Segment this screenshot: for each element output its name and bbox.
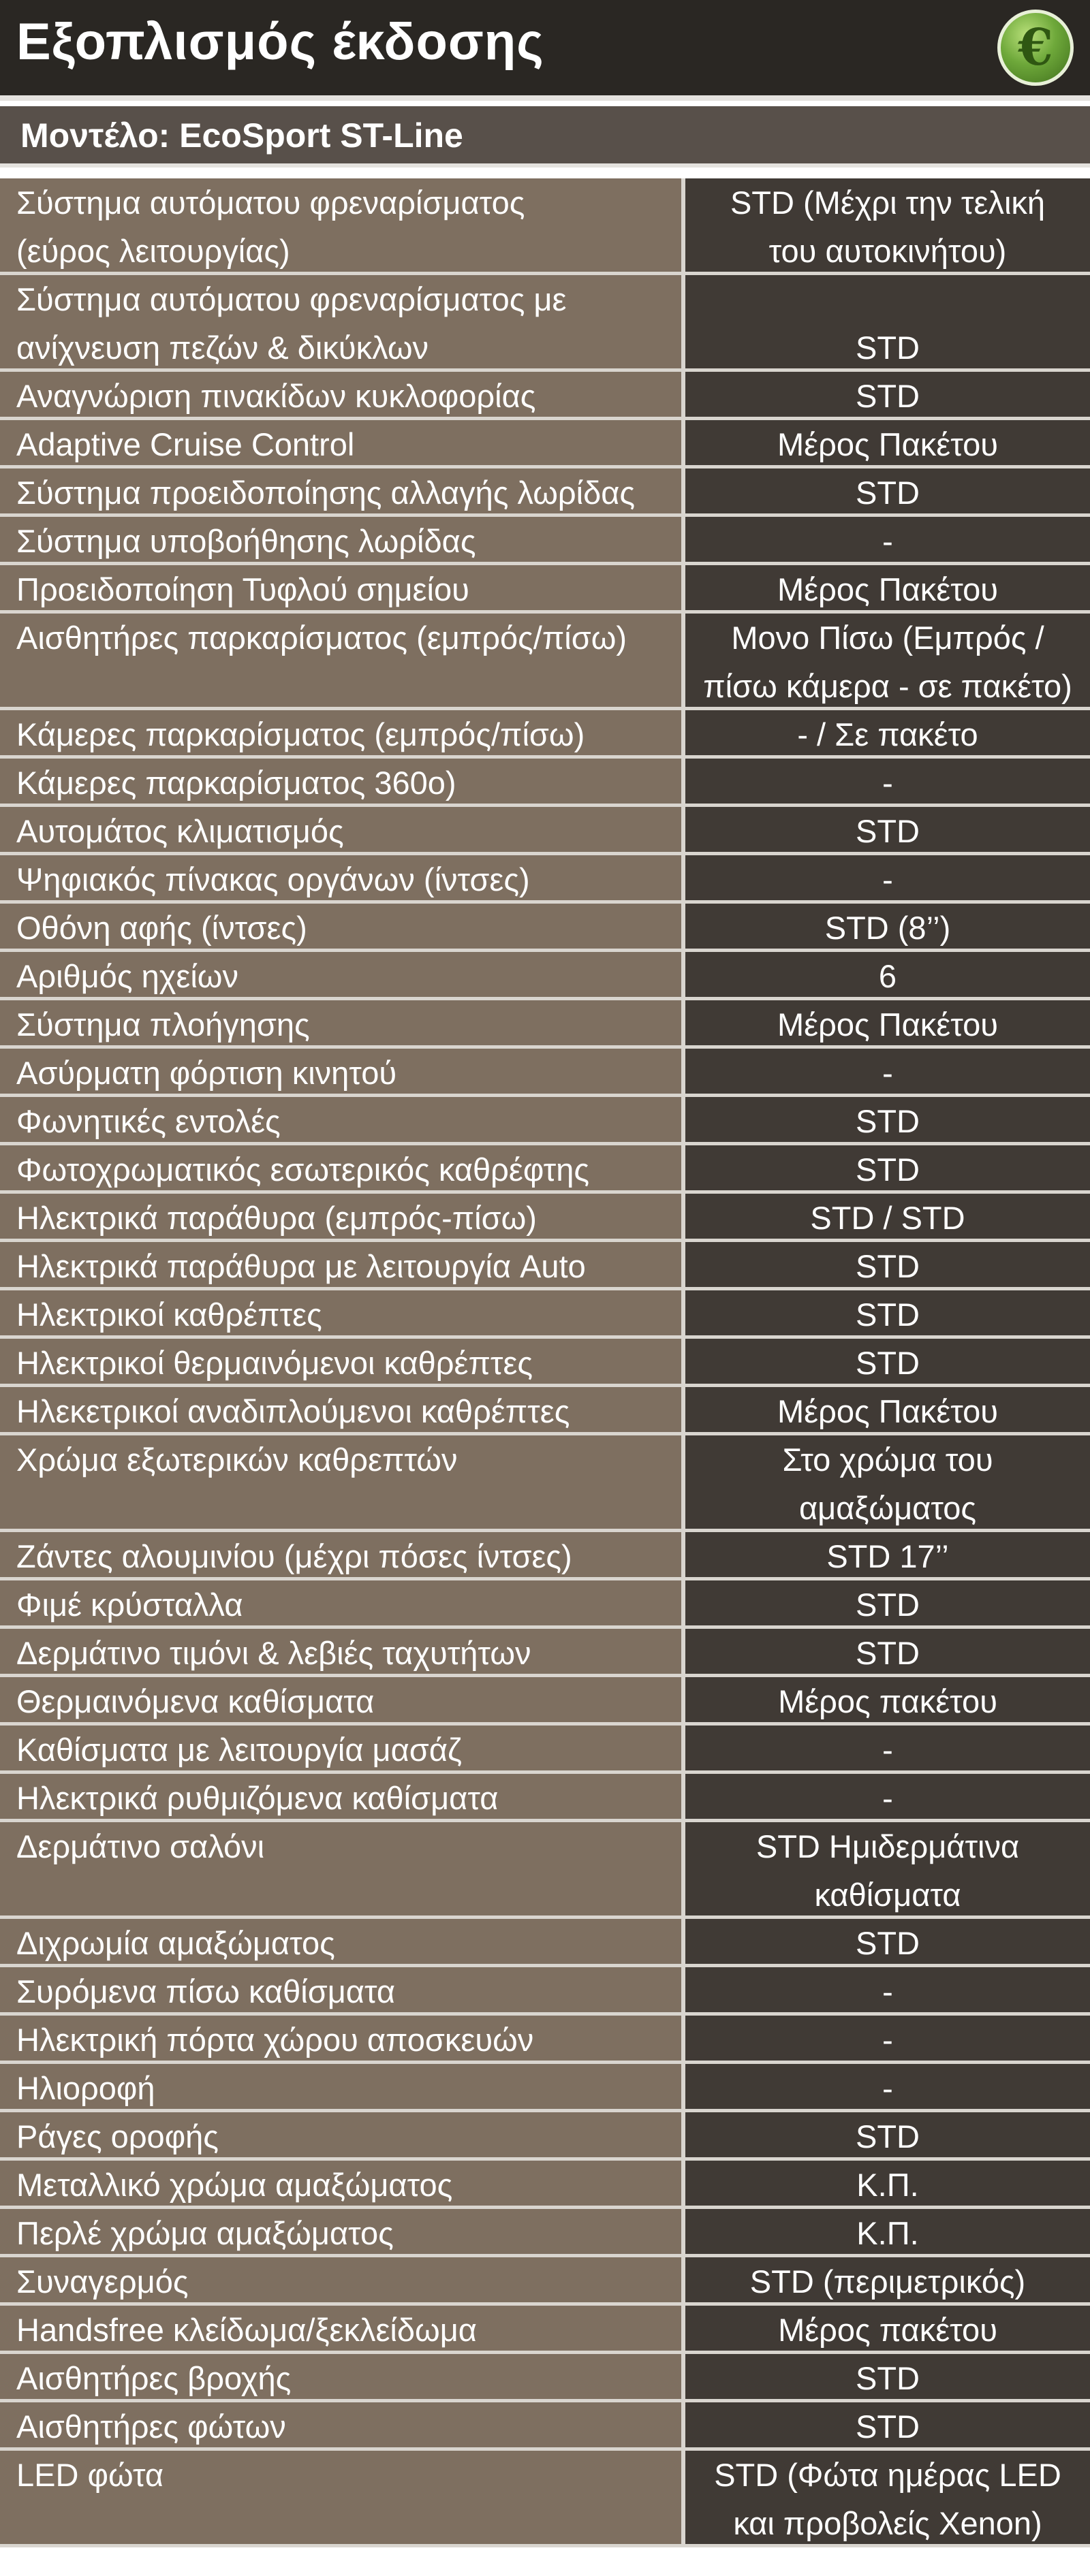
feature-label xyxy=(0,275,681,368)
feature-value xyxy=(681,2064,1090,2109)
feature-label xyxy=(0,2064,681,2109)
feature-label xyxy=(0,1822,681,1915)
feature-value-line: - xyxy=(882,1055,893,1091)
feature-label xyxy=(0,1339,681,1384)
feature-label-line: Σύστημα προειδοποίησης αλλαγής λωρίδας xyxy=(16,475,636,511)
feature-label xyxy=(0,1726,681,1770)
table-row xyxy=(0,759,1090,807)
feature-label-line: Ηλιοροφή xyxy=(16,2070,155,2106)
feature-label-line: Ηλεκετρικοί αναδιπλούμενοι καθρέπτες xyxy=(16,1393,570,1429)
feature-label xyxy=(0,178,681,272)
feature-value xyxy=(681,2402,1090,2447)
feature-value-line: Μέρος πακέτου xyxy=(778,1683,997,1719)
feature-label xyxy=(0,2016,681,2061)
feature-value xyxy=(681,1677,1090,1722)
feature-value-line: Μέρος Πακέτου xyxy=(777,1006,998,1043)
table-row xyxy=(0,1822,1090,1919)
feature-value-line: STD (περιμετρικός) xyxy=(749,2263,1026,2300)
feature-label-line: Ηλεκτρικοί καθρέπτες xyxy=(16,1297,322,1333)
feature-value-line: STD / STD xyxy=(810,1200,965,1236)
feature-value xyxy=(681,1000,1090,1045)
feature-value-line: του αυτοκινήτου) xyxy=(768,233,1007,269)
table-row xyxy=(0,1387,1090,1435)
title-bar xyxy=(0,0,1090,101)
feature-value xyxy=(681,807,1090,852)
feature-label-line: Διχρωμία αμαξώματος xyxy=(16,1925,335,1961)
euro-symbol: € xyxy=(1018,18,1053,77)
table-row xyxy=(0,2354,1090,2402)
feature-value xyxy=(681,1290,1090,1335)
feature-label xyxy=(0,1194,681,1239)
feature-label-line xyxy=(16,662,681,707)
feature-value-line: - xyxy=(882,765,893,801)
equipment-table xyxy=(0,178,1090,2547)
table-row xyxy=(0,807,1090,855)
feature-value xyxy=(681,1774,1090,1819)
feature-label xyxy=(0,372,681,417)
feature-label xyxy=(0,2451,681,2544)
feature-value xyxy=(681,855,1090,900)
feature-label-line: Φιμέ κρύσταλλα xyxy=(16,1587,243,1623)
feature-value-line: Μονο Πίσω (Εμπρός / xyxy=(731,620,1044,656)
feature-label-line: Σύστημα υποβοήθησης λωρίδας xyxy=(16,523,476,559)
feature-label-line: Σύστημα πλοήγησης xyxy=(16,1006,310,1043)
table-row xyxy=(0,1532,1090,1580)
table-row xyxy=(0,2209,1090,2257)
feature-value-line: STD xyxy=(856,1248,920,1284)
feature-label xyxy=(0,952,681,997)
feature-value xyxy=(681,2209,1090,2254)
feature-value-line: Μέρος πακέτου xyxy=(778,2312,997,2348)
feature-label xyxy=(0,2161,681,2206)
feature-value xyxy=(681,1822,1090,1915)
feature-value-line: - xyxy=(882,861,893,897)
table-row xyxy=(0,565,1090,614)
feature-value-line: STD xyxy=(856,813,920,849)
feature-value xyxy=(681,1726,1090,1770)
table-row xyxy=(0,614,1090,710)
feature-value xyxy=(681,2451,1090,2544)
table-row xyxy=(0,855,1090,904)
feature-value-line: - xyxy=(882,2022,893,2058)
table-row xyxy=(0,1145,1090,1194)
feature-label xyxy=(0,1097,681,1142)
feature-label xyxy=(0,1774,681,1819)
feature-label-line: Ηλεκτρικά ρυθμιζόμενα καθίσματα xyxy=(16,1780,499,1816)
feature-label-line: Ασύρματη φόρτιση κινητού xyxy=(16,1055,397,1091)
table-row xyxy=(0,904,1090,952)
feature-value xyxy=(681,1097,1090,1142)
feature-label-line: Ηλεκτρικά παράθυρα (εμπρός-πίσω) xyxy=(16,1200,537,1236)
feature-label-line: Κάμερες παρκαρίσματος 360ο) xyxy=(16,765,456,801)
feature-label-line: Ηλεκτρικά παράθυρα με λειτουργία Auto xyxy=(16,1248,586,1284)
feature-value xyxy=(681,1580,1090,1625)
feature-label xyxy=(0,2209,681,2254)
feature-label-line: Δερμάτινο σαλόνι xyxy=(16,1828,265,1864)
feature-label xyxy=(0,517,681,562)
feature-label-line xyxy=(16,2499,681,2544)
feature-value xyxy=(681,372,1090,417)
feature-label xyxy=(0,614,681,707)
feature-label xyxy=(0,710,681,755)
feature-label-line: Αισθητήρες παρκαρίσματος (εμπρός/πίσω) xyxy=(16,620,627,656)
feature-value-line: αμαξώματος xyxy=(798,1490,977,1526)
feature-value xyxy=(681,2161,1090,2206)
feature-label-line: Φωτοχρωματικός εσωτερικός καθρέφτης xyxy=(16,1151,589,1188)
feature-value xyxy=(681,1339,1090,1384)
model-label: Μοντέλο: EcoSport ST-Line xyxy=(20,116,463,155)
feature-value-line: Μέρος Πακέτου xyxy=(777,571,998,607)
feature-label-line: Σύστημα αυτόματου φρεναρίσματος xyxy=(16,185,525,221)
table-row xyxy=(0,2064,1090,2112)
table-row xyxy=(0,2257,1090,2306)
feature-label xyxy=(0,2257,681,2302)
feature-value-line: 6 xyxy=(878,958,897,994)
table-row xyxy=(0,275,1090,372)
feature-value-line: STD xyxy=(856,1151,920,1188)
feature-value xyxy=(681,759,1090,804)
feature-label xyxy=(0,1532,681,1577)
feature-label xyxy=(0,565,681,610)
feature-label-line: Συναγερμός xyxy=(16,2263,189,2300)
feature-label-line: Αυτομάτος κλιματισμός xyxy=(16,813,344,849)
table-row xyxy=(0,1919,1090,1967)
table-row xyxy=(0,1194,1090,1242)
table-row xyxy=(0,1049,1090,1097)
feature-label xyxy=(0,1677,681,1722)
feature-label xyxy=(0,468,681,513)
feature-label-line: Συρόμενα πίσω καθίσματα xyxy=(16,1973,396,2009)
feature-label-line: Ηλεκτρικοί θερμαινόμενοι καθρέπτες xyxy=(16,1345,533,1381)
feature-value-line: και προβολείς Xenon) xyxy=(733,2505,1042,2541)
table-row xyxy=(0,2306,1090,2354)
feature-label-line: Adaptive Cruise Control xyxy=(16,426,355,462)
feature-label xyxy=(0,2354,681,2399)
feature-value xyxy=(681,1435,1090,1529)
feature-value-line: - xyxy=(882,1732,893,1768)
feature-label-line: ανίχνευση πεζών & δικύκλων xyxy=(16,330,429,366)
feature-value-line: - / Σε πακέτο xyxy=(797,716,978,752)
feature-value-line: STD xyxy=(856,1925,920,1961)
table-row xyxy=(0,710,1090,759)
table-row xyxy=(0,1097,1090,1145)
feature-value-line: Κ.Π. xyxy=(856,2167,919,2203)
table-row xyxy=(0,2451,1090,2547)
table-row xyxy=(0,468,1090,517)
feature-value-line: STD xyxy=(856,1345,920,1381)
table-row xyxy=(0,1677,1090,1726)
feature-value xyxy=(681,710,1090,755)
feature-label xyxy=(0,2402,681,2447)
feature-value xyxy=(681,1919,1090,1964)
feature-label-line: Αισθητήρες βροχής xyxy=(16,2360,292,2396)
table-row xyxy=(0,517,1090,565)
feature-value-line: STD Ημιδερμάτινα xyxy=(756,1828,1020,1864)
table-row xyxy=(0,2402,1090,2451)
feature-value xyxy=(681,2112,1090,2157)
feature-label-line: Ηλεκτρική πόρτα χώρου αποσκευών xyxy=(16,2022,534,2058)
feature-value-line: STD xyxy=(856,2360,920,2396)
table-row xyxy=(0,2016,1090,2064)
feature-value xyxy=(681,178,1090,272)
feature-label-line: Αναγνώριση πινακίδων κυκλοφορίας xyxy=(16,378,536,414)
feature-label xyxy=(0,1049,681,1094)
feature-label-line: Καθίσματα με λειτουργία μασάζ xyxy=(16,1732,462,1768)
feature-label xyxy=(0,1387,681,1432)
feature-label xyxy=(0,1145,681,1190)
feature-label xyxy=(0,904,681,949)
feature-value xyxy=(681,1145,1090,1190)
feature-value xyxy=(681,1242,1090,1287)
feature-label-line: Ράγες οροφής xyxy=(16,2118,219,2154)
feature-value xyxy=(681,468,1090,513)
model-bar xyxy=(0,106,1090,168)
feature-value-line: STD xyxy=(856,1635,920,1671)
feature-label xyxy=(0,2112,681,2157)
feature-value-line: STD xyxy=(856,2118,920,2154)
table-row xyxy=(0,2161,1090,2209)
feature-value-line: STD 17’’ xyxy=(826,1538,949,1574)
feature-value-line: Μέρος Πακέτου xyxy=(777,426,998,462)
feature-value-line: STD xyxy=(856,1297,920,1333)
feature-value-line: STD xyxy=(856,2408,920,2445)
feature-label-line: Αισθητήρες φώτων xyxy=(16,2408,286,2445)
table-row xyxy=(0,1774,1090,1822)
feature-label xyxy=(0,1000,681,1045)
feature-value-line: Στο χρώμα του xyxy=(782,1442,993,1478)
feature-label-line: LED φώτα xyxy=(16,2457,164,2493)
feature-label-line: Δερμάτινο τιμόνι & λεβιές ταχυτήτων xyxy=(16,1635,531,1671)
table-row xyxy=(0,420,1090,468)
feature-value-line: STD (Φώτα ημέρας LED xyxy=(714,2457,1061,2493)
feature-value xyxy=(681,1194,1090,1239)
feature-value xyxy=(681,275,1090,368)
feature-value-line: STD xyxy=(856,475,920,511)
feature-value-line: STD (Μέχρι την τελική xyxy=(730,185,1046,221)
feature-label-line: Προειδοποίηση Τυφλού σημείου xyxy=(16,571,469,607)
feature-label xyxy=(0,2306,681,2351)
feature-label-line: Φωνητικές εντολές xyxy=(16,1103,281,1139)
feature-label-line: Κάμερες παρκαρίσματος (εμπρός/πίσω) xyxy=(16,716,585,752)
feature-label xyxy=(0,1919,681,1964)
feature-value xyxy=(681,2354,1090,2399)
table-row xyxy=(0,1580,1090,1629)
table-row xyxy=(0,372,1090,420)
feature-value xyxy=(681,1967,1090,2012)
table-row xyxy=(0,2112,1090,2161)
table-row xyxy=(0,952,1090,1000)
feature-value-line: STD xyxy=(856,1103,920,1139)
table-row xyxy=(0,178,1090,275)
feature-label xyxy=(0,1967,681,2012)
feature-value-line: STD xyxy=(856,1587,920,1623)
feature-label xyxy=(0,1290,681,1335)
feature-label-line: Χρώμα εξωτερικών καθρεπτών xyxy=(16,1442,458,1478)
feature-value xyxy=(681,420,1090,465)
feature-label-line: Οθόνη αφής (ίντσες) xyxy=(16,910,307,946)
feature-label-line: Μεταλλικό χρώμα αμαξώματος xyxy=(16,2167,453,2203)
feature-label-line: Ζάντες αλουμινίου (μέχρι πόσες ίντσες) xyxy=(16,1538,572,1574)
feature-label xyxy=(0,1580,681,1625)
table-row xyxy=(0,1339,1090,1387)
feature-value xyxy=(681,517,1090,562)
feature-label xyxy=(0,1629,681,1674)
feature-label xyxy=(0,1435,681,1529)
table-row xyxy=(0,1726,1090,1774)
feature-value-line: καθίσματα xyxy=(814,1877,961,1913)
feature-value-line: - xyxy=(882,1780,893,1816)
feature-value xyxy=(681,2016,1090,2061)
feature-label xyxy=(0,807,681,852)
feature-value xyxy=(681,614,1090,707)
table-row xyxy=(0,1290,1090,1339)
feature-value xyxy=(681,1532,1090,1577)
feature-label-line: Σύστημα αυτόματου φρεναρίσματος με xyxy=(16,281,567,317)
feature-label-line xyxy=(16,1484,681,1529)
feature-label xyxy=(0,759,681,804)
feature-value xyxy=(681,952,1090,997)
feature-value xyxy=(681,565,1090,610)
table-row xyxy=(0,1242,1090,1290)
feature-value xyxy=(681,1049,1090,1094)
feature-value-line: Μέρος Πακέτου xyxy=(777,1393,998,1429)
feature-value-line: - xyxy=(882,523,893,559)
feature-value-line: - xyxy=(882,2070,893,2106)
page-title: Εξοπλισμός έκδοσης xyxy=(16,13,544,71)
euro-coin-icon xyxy=(997,10,1074,86)
feature-label xyxy=(0,855,681,900)
feature-value xyxy=(681,904,1090,949)
feature-value-line: πίσω κάμερα - σε πακέτο) xyxy=(703,668,1072,704)
feature-label-line: Θερμαινόμενα καθίσματα xyxy=(16,1683,375,1719)
feature-value xyxy=(681,2306,1090,2351)
feature-label-line: (εύρος λειτουργίας) xyxy=(16,233,290,269)
feature-value-line: STD (8’’) xyxy=(824,910,951,946)
feature-label-line xyxy=(16,1871,681,1915)
feature-value-line: STD xyxy=(856,330,920,366)
feature-value xyxy=(681,1629,1090,1674)
feature-value-line: - xyxy=(882,1973,893,2009)
feature-label-line: Ψηφιακός πίνακας οργάνων (ίντσες) xyxy=(16,861,530,897)
table-row xyxy=(0,1000,1090,1049)
table-row xyxy=(0,1629,1090,1677)
feature-label-line: Περλέ χρώμα αμαξώματος xyxy=(16,2215,394,2251)
feature-value xyxy=(681,2257,1090,2302)
feature-label-line: Αριθμός ηχείων xyxy=(16,958,238,994)
table-row xyxy=(0,1435,1090,1532)
feature-value-line: STD xyxy=(856,378,920,414)
feature-label-line: Handsfree κλείδωμα/ξεκλείδωμα xyxy=(16,2312,477,2348)
feature-label xyxy=(0,420,681,465)
feature-label xyxy=(0,1242,681,1287)
feature-value-line xyxy=(685,275,1090,323)
feature-value-line: Κ.Π. xyxy=(856,2215,919,2251)
feature-value xyxy=(681,1387,1090,1432)
table-row xyxy=(0,1967,1090,2016)
